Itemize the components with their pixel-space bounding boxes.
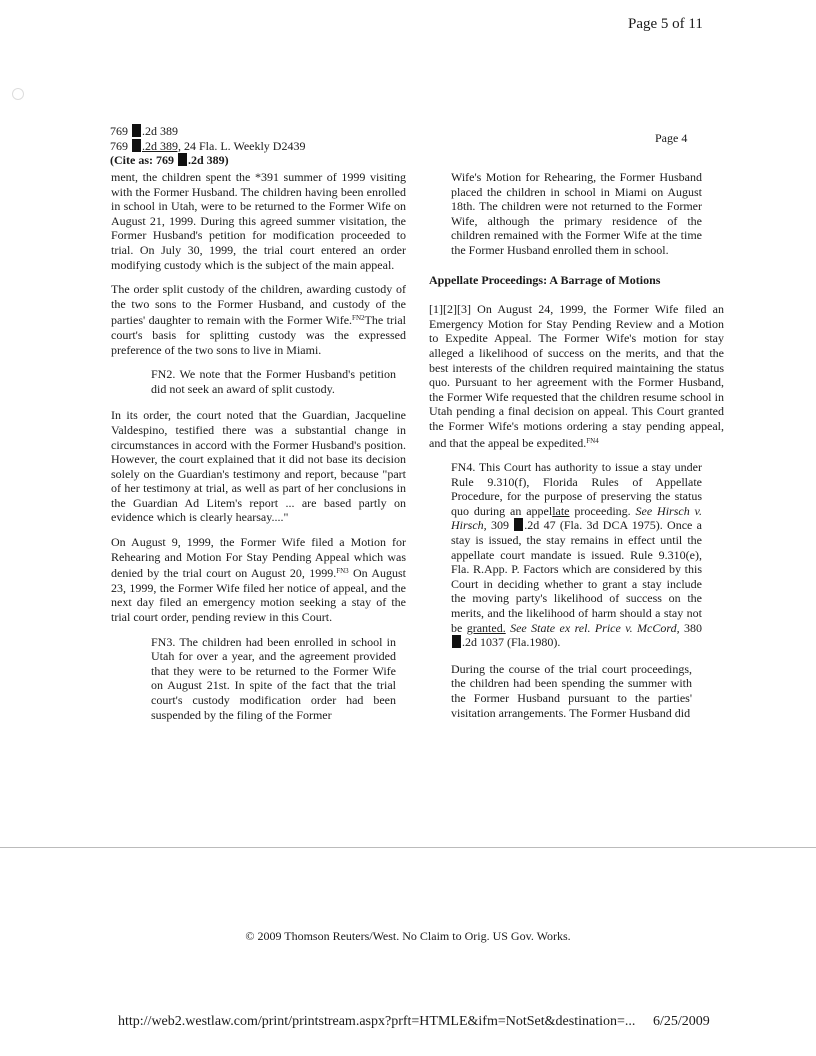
right-column <box>429 170 724 732</box>
copyright-notice: © 2009 Thomson Reuters/West. No Claim to Orig. US Gov. Works. <box>245 929 571 943</box>
link[interactable]: granted. <box>466 620 506 635</box>
footnote-4: FN4. This Court has authority to issue a stay under Rule 9.310(f), Florida Rules of Appellate Procedure, for the purpose of preserving the status quo during an appellate proceeding. See Hirsch v. Hirsch, 309 .2d 47 (Fla. 3d DCA 1975). Once a stay is issued, the stay remains in effect until the appellate court mandate is issued. Rule 9.310(e), Fla. R.App. P. Factors which are considered by this Court in deciding whether to grant a stay include the moving party's likelihood of success on the merits, and the likelihood of harm should a stay not be granted. See State ex rel. Price v. McCord, 380 .2d 1037 (Fla.1980). <box>451 460 703 650</box>
page-label: Page 4 <box>655 131 688 145</box>
footnote-4-paragraph: During the course of the trial court proceedings, the children had been spending the summer with the Former Husband pursuant to the parties' visitation arrangements. The Former Husband did <box>451 661 692 720</box>
cite-as-line: (Cite as: 769 .2d 389) <box>110 153 229 167</box>
scan-mark <box>12 88 24 100</box>
redaction-mark <box>514 518 523 531</box>
citation-block <box>110 124 305 168</box>
page-of-indicator: Page 5 of 11 <box>628 16 703 32</box>
footnote-3-continued: Wife's Motion for Rehearing, the Former Husband placed the children in school in Miami on August 18th. The children were not returned to the Former Wife, although the primary residence of the children remained with the Former Wife at the time the Former Husband enrolled them in school. <box>451 170 702 257</box>
print-date: 6/25/2009 <box>653 1014 710 1029</box>
footnote-3: FN3. The children had been enrolled in school in Utah for over a year, and the agreement provided that they were to be returned to the Former Wife on August 21st. In spite of the fact that the trial court's custody modification order had been suspended by the filing of the Former <box>151 634 396 722</box>
section-heading: Appellate Proceedings: A Barrage of Motions <box>429 272 661 287</box>
paragraph: The order split custody of the children, awarding custody of the two sons to the Former Husband, and custody of the parties' daughter to remain with the Former Wife.$^{FN2}$The trial court's basis for splitting custody was the expressed preference of the two sons to live in Miami. <box>111 282 407 357</box>
citation-line-1: 769 .2d 389 <box>110 124 178 138</box>
citation-line-2: 769 .2d 389, 24 Fla. L. Weekly D2439 <box>110 138 306 153</box>
paragraph: In its order, the court noted that the Guardian, Jacqueline Valdespino, testified there was a substantial change in circumstances in accord with the Former Husband's position. However, the court explained that it did not base its decision solely on the Guardian's testimony and report, because "part of her testimony at trial, as well as part of her conclusions in the Guardian Ad Litem's report ... are based partly on evidence which is clearly hearsay...." <box>111 408 406 525</box>
redaction-mark <box>132 124 141 137</box>
redaction-mark <box>452 635 461 648</box>
footnote-ref[interactable]: FN2 <box>352 314 365 323</box>
footnote-ref[interactable]: FN4 <box>586 436 599 445</box>
paragraph: [1][2][3] On August 24, 1999, the Former Wife filed an Emergency Motion for Stay Pending Review and a Motion to Expedite Appeal. The Former Wife's motion for stay alleged a likelihood of success on the merits, and that the best interests of the children required maintaining the status quo. Pursuant to her agreement with the Former Husband, the Former Wife requested that the children resume school in Utah pending a final decision on appeal. This Court granted the Former Wife's motions ordering a stay pending appeal, and that the appeal be expedited.$^{FN4}$ <box>429 302 724 450</box>
redaction-mark <box>178 153 187 166</box>
redaction-mark <box>132 139 141 152</box>
footnote-ref[interactable]: FN3 <box>336 567 349 576</box>
divider <box>0 847 816 848</box>
left-column <box>111 170 406 734</box>
paragraph: ment, the children spent the *391 summer of 1999 visiting with the Former Husband. The children having been enrolled in school in Utah, were to be returned to the Former Wife on August 21, 1999. During this agreed summer visitation, the Former Husband's petition for modification proceeded to trial. On July 30, 1999, the trial court entered an order modifying custody which is the subject of the main appeal. <box>111 170 406 272</box>
paragraph: On August 9, 1999, the Former Wife filed a Motion for Rehearing and Motion For Stay Pending Appeal which was denied by the trial court on August 20, 1999.$^{FN3}$ On August 23, 1999, the Former Wife filed her notice of appeal, and the next day filed an emergency motion seeking a stay of the trial court order, pending review in this Court. <box>111 535 406 625</box>
footnote-2: FN2. We note that the Former Husband's petition did not seek an award of split custody. <box>151 367 396 396</box>
link[interactable]: late <box>552 503 570 518</box>
print-url: http://web2.westlaw.com/print/printstream.aspx?prft=HTMLE&ifm=NotSet&destination=... <box>118 1014 636 1029</box>
